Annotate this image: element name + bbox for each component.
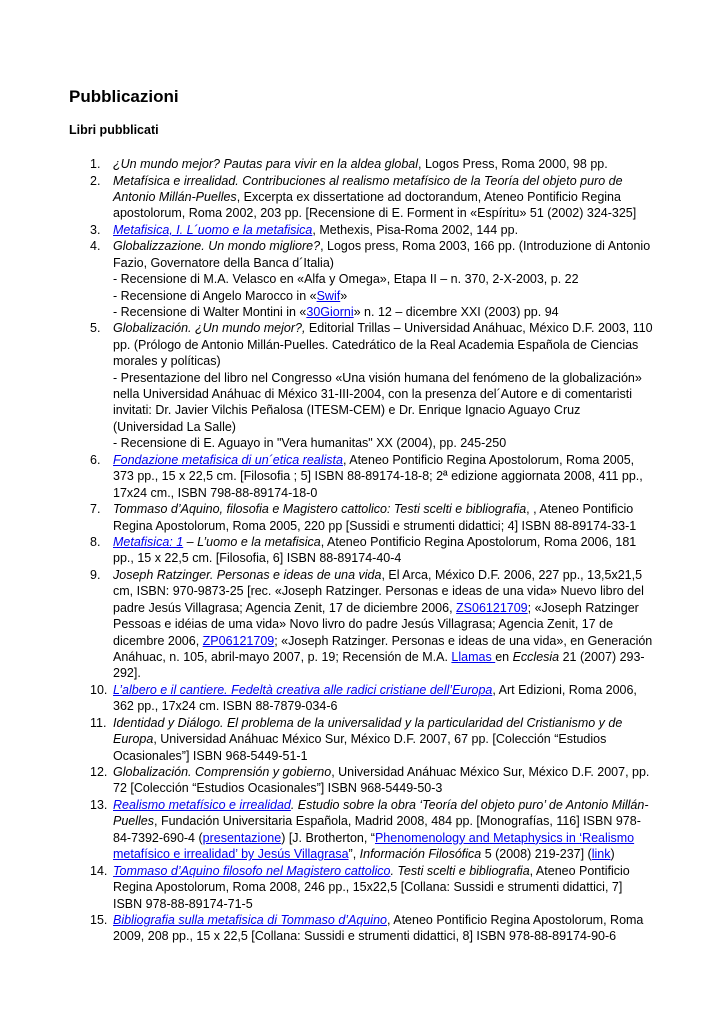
item-text: , Logos Press, Roma 2000, 98 pp. <box>418 157 608 171</box>
publication-item <box>90 715 653 764</box>
item-text: , Ateneo Pontificio Regina Apostolorum, Roma 2008, 246 pp., 15x22,5 [Collana: Sussidi e strumenti didattici, 7] ISBN 978-88-89174-71-5 <box>113 863 630 911</box>
item-text: 21 (2007) 293-292]. <box>113 649 645 681</box>
item-text: , Fundación Universitaria Española, Madrid 2008, 484 pp. [Monografías, 116] ISBN 978-84-7392-690-4 ( <box>113 814 641 845</box>
publication-link[interactable]: ZS06121709 <box>456 600 528 615</box>
publication-link[interactable]: L’albero e il cantiere. Fedeltà creativa alle radici cristiane dell’Europa <box>113 682 493 697</box>
publication-item <box>90 501 653 534</box>
publication-item <box>90 238 653 320</box>
publication-link[interactable]: Metafisica: 1 <box>113 535 184 549</box>
item-number: 4. <box>90 239 101 254</box>
item-text: , Methexis, Pisa-Roma 2002, 144 pp. <box>312 222 519 237</box>
publication-link[interactable]: link <box>591 847 611 862</box>
publication-link[interactable]: 30Giorni <box>306 304 354 319</box>
item-text: – <box>183 535 198 549</box>
publication-link[interactable]: Phenomenology and Metaphysics in ‘Realismo metafísico e irrealidad’ by Jesús Villagrasa <box>113 830 635 862</box>
italic-title-text: Identidad y Diálogo. El problema de la universalidad y la particularidad del Cristianismo y de Europa <box>113 715 623 747</box>
item-text: , El Arca, México D.F. 2006, 227 pp., 13,5x21,5 cm, ISBN: 970-9873-25 [rec. «Joseph Ratzinger. Personas e ideas de una vida» Nuevo libro del padre Jesús Villagrasa; Agencia Zenit, 17 de diciembre 2006, <box>113 567 644 615</box>
publication-item <box>90 452 653 501</box>
publication-link[interactable]: Llamas <box>451 649 496 664</box>
item-number: 14. <box>90 863 108 878</box>
publication-link[interactable]: Realismo metafísico e irrealidad <box>113 797 291 812</box>
item-text: ) [J. Brotherton, “ <box>281 830 375 845</box>
item-text: , Ateneo Pontificio Regina Apostolorum, Roma 2006, 181 pp., 15 x 22,5 cm. [Filosofia, 6] ISBN 88-89174-40-4 <box>113 535 637 566</box>
publication-item <box>90 682 653 715</box>
publication-link[interactable]: Bibliografia sulla metafisica di Tommaso d’Aquino <box>113 913 387 927</box>
italic-title-text: Información Filosófica <box>359 847 482 862</box>
item-text: , Universidad Anáhuac México Sur, México D.F. 2007, pp. 72 [Colección “Estudios Ocasionales”] ISBN 968-5449-50-3 <box>113 765 650 796</box>
italic-title-text: L’uomo e la metafisica <box>197 535 321 549</box>
item-number: 8. <box>90 535 101 549</box>
publication-item <box>90 320 653 451</box>
page-title: Pubblicazioni <box>69 87 179 106</box>
item-text: , Ateneo Pontificio Regina Apostolorum, Roma 2009, 208 pp., 15 x 22,5 [Collana: Sussidi e strumenti didattici, 8] ISBN 978-88-89174-90-6 <box>113 913 644 944</box>
item-text: » n. 12 – dicembre XXI (2003) pp. 94 <box>353 304 559 319</box>
item-text: ”, <box>348 847 360 862</box>
italic-title-text: . Estudio sobre la obra ‘Teoría del objeto puro’ de Antonio Millán-Puelles <box>113 797 649 829</box>
item-text: , Logos press, Roma 2003, 166 pp. (Introduzione di Antonio Fazio, Governatore della Banca d´Italia) <box>113 239 651 270</box>
item-text: en <box>495 649 513 664</box>
item-text: ; «Joseph Ratzinger Pessoas e idéias de uma vida» Novo livro do padre Jesús Villagrasa; Agencia Zenit, 17 de dicembre 2006, <box>113 600 639 648</box>
publication-item <box>90 797 653 863</box>
publication-item <box>90 567 653 682</box>
italic-title-text: Globalización. Comprensión y gobierno <box>113 765 332 780</box>
italic-title-text: Joseph Ratzinger. Personas e ideas de una vida <box>113 567 382 582</box>
item-number: 1. <box>90 157 101 171</box>
item-text: Editorial Trillas – Universidad Anáhuac, México D.F. 2003, 110 pp. (Prólogo de Antonio Millán-Puelles. Catedrático de la Real Academia Española de Ciencias morales y políticas) <box>113 321 653 369</box>
publication-link[interactable]: presentazione <box>202 830 282 845</box>
italic-title-text: Globalizzazione. Un mondo migliore? <box>113 239 321 254</box>
publication-link[interactable]: Metafisica, I. L´uomo e la metafisica <box>113 222 313 237</box>
italic-title-text: ¿Un mundo mejor? Pautas para vivir en la aldea global <box>113 157 419 171</box>
italic-title-text: Tommaso d’Aquino, filosofia e Magistero cattolico: Testi scelti e bibliografia <box>113 502 527 517</box>
item-number: 3. <box>90 222 101 237</box>
item-text: ) <box>610 847 615 862</box>
item-text: - Recensione di Walter Montini in « <box>113 304 307 319</box>
item-text: 5 (2008) 219-237] ( <box>481 847 592 862</box>
item-text: , , Ateneo Pontificio Regina Apostolorum, Roma 2005, 220 pp [Sussidi e strumenti didattici; 4] ISBN 88-89174-33-1 <box>113 502 637 533</box>
item-number: 11. <box>90 715 107 730</box>
item-number: 7. <box>90 502 101 517</box>
item-text: ; «Joseph Ratzinger. Personas e ideas de una vida», en Generación Anáhuac, n. 105, abril-mayo 2007, p. 19; Recensión de M.A. <box>113 633 653 664</box>
publication-item <box>90 156 653 172</box>
item-number: 6. <box>90 452 101 467</box>
item-number: 12. <box>90 765 108 780</box>
italic-title-text: Metafísica e irrealidad. Contribuciones al realismo metafísico de la Teoría del objeto puro de Antonio Millán-Puelles <box>113 173 623 204</box>
publication-item <box>90 173 653 222</box>
item-number: 10. <box>90 682 108 697</box>
item-text: - Recensione di M.A. Velasco en «Alfa y Omega», Etapa II – n. 370, 2-X-2003, p. 22 <box>113 272 579 287</box>
publication-item <box>90 863 653 912</box>
item-text: - Recensione di E. Aguayo in "Vera humanitas" XX (2004), pp. 245-250 <box>113 436 507 451</box>
publication-item <box>90 534 653 567</box>
item-number: 5. <box>90 321 101 336</box>
item-number: 9. <box>90 567 101 582</box>
item-text: - Recensione di Angelo Marocco in « <box>113 288 317 303</box>
italic-title-text: . Testi scelti e bibliografia <box>390 863 530 878</box>
item-text: , Excerpta ex dissertatione ad doctorandum, Ateneo Pontificio Regina apostolorum, Roma 2002, 203 pp. [Recensione di E. Forment in «Espíritu» 51 (2002) 324-325] <box>113 189 637 221</box>
item-number: 13. <box>90 797 108 812</box>
section-heading: Libri pubblicati <box>69 123 159 137</box>
publication-link[interactable]: ZP06121709 <box>202 633 275 648</box>
item-text: » <box>340 288 348 303</box>
publication-item <box>90 912 653 945</box>
publication-link[interactable]: Fondazione metafisica di un´etica realista <box>113 452 343 467</box>
item-number: 2. <box>90 173 101 188</box>
publication-item <box>90 222 653 238</box>
publication-link[interactable]: Swif <box>316 288 341 303</box>
publication-list <box>90 156 653 945</box>
item-text: - Presentazione del libro nel Congresso «Una visión humana del fenómeno de la globalización» nella Universidad Anáhuac di México 31-III-2004, con la presenza del´Autore e di comentaristi invitati: Dr. Javier Vilchis Peñalosa (ITESM-CEM) e Dr. Enrique Ignacio Aguayo Cruz (Universidad La Salle) <box>113 370 642 434</box>
item-text: , Ateneo Pontificio Regina Apostolorum, Roma 2005, 373 pp., 15 x 22,5 cm. [Filosofia ; 5] ISBN 88-89174-18-8; 2ª edizione aggiornata 2008, 411 pp., 17x24 cm., ISBN 798-88-89174-18-0 <box>113 452 643 500</box>
italic-title-text: Ecclesia <box>512 649 560 664</box>
publication-link[interactable]: Tommaso d’Aquino filosofo nel Magistero cattolico <box>113 863 391 878</box>
publication-item <box>90 764 653 797</box>
item-text: , Art Edizioni, Roma 2006, 362 pp., 17x24 cm. ISBN 88-7879-034-6 <box>113 682 637 714</box>
item-text: , Universidad Anáhuac México Sur, México D.F. 2007, 67 pp. [Colección “Estudios Ocasionales”] ISBN 968-5449-51-1 <box>113 732 607 763</box>
italic-title-text: Globalización. ¿Un mundo mejor?, <box>113 321 306 336</box>
item-number: 15. <box>90 913 108 927</box>
